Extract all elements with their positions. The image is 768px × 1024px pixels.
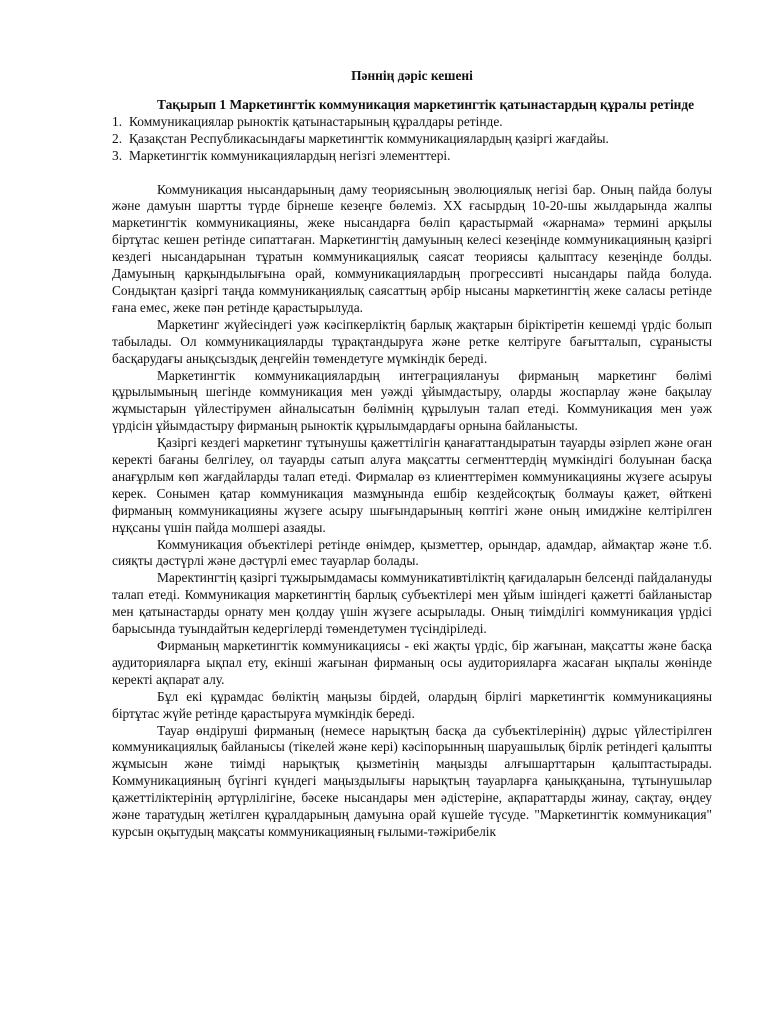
plan-item [112, 114, 712, 131]
plan-item [112, 148, 712, 165]
body-paragraph: Маркетингтік коммуникациялардың интеграциялануы фирманың маркетинг бөлімі құрылымының шегінде коммуникация мен уәжді ұйымдастыру, оларды жоспарлау және бақылау жұмыстарын үйлестірумен айналысатын бөлімнің құрылуын талап етеді. Коммуникация мен уәж үрдісін ұйымдастыру фирманың рыноктік құрылымдардағы орнына байланысты. [112, 367, 712, 434]
plan-item-text: Маркетингтік коммуникациялардың негізгі элементтері. [129, 147, 451, 163]
plan-item-text: Қазақстан Республикасындағы маркетингтік коммуникациялардың қазіргі жағдайы. [129, 130, 609, 146]
body-paragraph: Коммуникация нысандарының даму теориясының эволюциялық негізі бар. Оның пайда болуы және дамуын шартты түрде бірнеше кезеңге бөлеміз. XX ғасырдың 10-20-шы жылдарында жалпы маркетингтік коммуникацияны, жеке нысандарға бөліп қарастырмай «жарнама» термині арқылы біртұтас кешен ретінде сипаттаған. Маркетингтің дамуының келесі кезеңінде коммуникацияның қазіргі кездегі нысандарынан тұратын коммуникациялық саясат теориясы қалыптасу кезеңінде болды. Дамуының қарқындылығына орай, коммуникациялардың прогрессивті нысандары пайда болуда. Сондықтан қазіргі таңда коммуникаңиялық саясаттың әрбір нысаны маркетингтің жеке саласы ретінде ғана емес, жеке пән ретінде қарастырылуда. [112, 181, 712, 315]
body-paragraph: Маркетинг жүйесіндегі уәж кәсіпкерліктің барлық жақтарын біріктіретін кешемді үрдіс болып табылады. Ол коммуникацияларды тұрақтандыруға және ретке келтіруге бағытталып, сұранысты басқарудағы анықсыздық деңгейін төмендетуге мүмкіндік береді. [112, 316, 712, 366]
document-title: Пәннің дәріс кешені [351, 68, 473, 83]
body-paragraph: Қазіргі кездегі маркетинг тұтынушы қажеттілігін қанағаттандыратын тауарды әзірлеп және оған керекті бағаны белгілеу, ол тауарды сатып алуға мақсатты сегменттердің мүмкіндігі болуынан басқа анағұрлым көп жағдайларды талап етеді. Фирмалар өз клиенттерімен коммуникацияны жүзеге асыруы керек. Сонымен қатар коммуникация мазмұнында ешбір кездейсоқтық болмауы қажет, өйткені фирманың коммуникацияны жүзеге асыру шығындарының көптігі және оның имиджіне келтірілген нұқсаны үшін пайда молшері азаяды. [112, 435, 712, 535]
document-page [112, 68, 712, 841]
plan-item-text: Коммуникациялар рыноктік қатынастарының құралдары ретінде. [129, 113, 503, 129]
topic-heading: Тақырып 1 Маркетингтік коммуникация маркетингтік қатынастардың құралы ретінде [157, 96, 695, 112]
body-paragraph: Фирманың маркетингтік коммуникациясы - екі жақты үрдіс, бір жағынан, мақсатты және басқа аудиторияларға ықпал ету, екінші жағынан фирманың осы аудиторияларға жасаған ықпалы жөнінде керекті ақпарат алу. [112, 638, 712, 687]
plan-item-number: 3. [112, 147, 123, 163]
body-paragraph: Бұл екі құрамдас бөліктің маңызы бірдей, олардың бірлігі маркетингтік коммуникацияны біртұтас жүйе ретінде қарастыруға мүмкіндік береді. [112, 688, 712, 721]
body-paragraph: Маректингтің қазіргі тұжырымдамасы коммуникативтіліктің қағидаларын белсенді пайдалануды талап етеді. Коммуникация маркетингтің барлық субъектілері мен ұйым ішіндегі қажетті байланыстар мен қатынастарды орнату мен қолдау үшін жүзеге асырылады. Оның тиімділігі коммуникация үрдісі барысында туындайтын кедергілерді төмендетумен түсіндіріледі. [112, 570, 712, 637]
body-paragraph: Тауар өндіруші фирманың (немесе нарықтың басқа да субъектілерінің) дұрыс үйлестірілген коммуникациялық байланысы (тікелей және кері) кәсіпорынның шаруашылық бірлік ретіндегі қалыпты жұмысын және тиімді нарықтық қызметінің маңызды алғышарттарын қалыптастырады. Коммуникацияның бүгінгі күндегі маңыздылығы нарықтың тауарларға қаныққанына, тұтынушылар қажеттіліктерінің әртүрлілігіне, бәсеке нысандары мен әдістеріне, ақпараттарды жинау, сақтау, өңдеу және таратудың жетілген құралдарының дамуына орай күшейе түсуде. "Маркетингтік коммуникация" курсын оқытудың мақсаты коммуникацияның ғылыми-тәжірибелік [112, 722, 712, 839]
plan-item-number: 1. [112, 113, 123, 129]
plan-item [112, 131, 712, 148]
plan-item-number: 2. [112, 130, 123, 146]
lecture-plan-list [112, 114, 712, 165]
blank-line [112, 165, 712, 182]
body-paragraph: Коммуникация объектілері ретінде өнімдер, қызметтер, орындар, адамдар, аймақтар және т.б. сияқты дәстүрлі және дәстүрлі емес тауарлар болады. [112, 536, 712, 569]
